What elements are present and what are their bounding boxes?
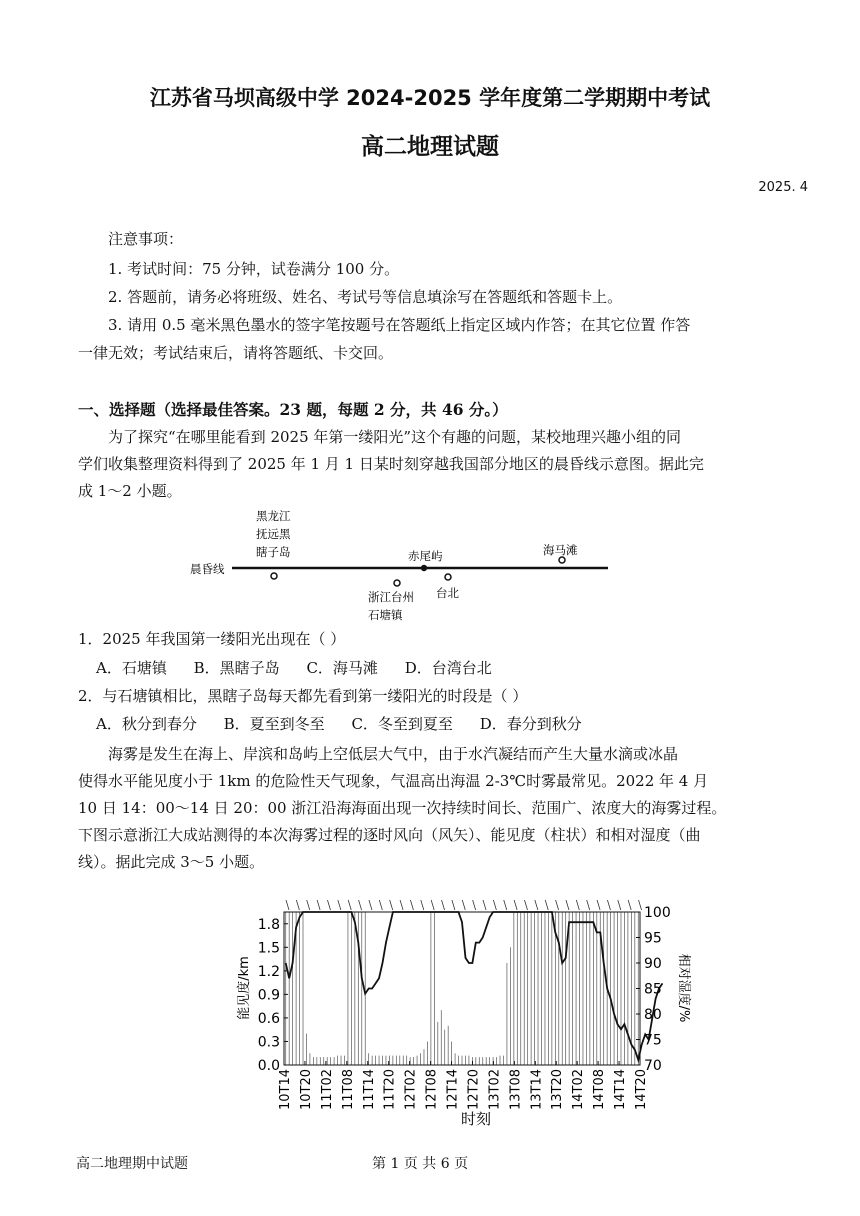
x-tick-label: 11T02: [319, 1069, 335, 1111]
heilongjiang-label-3: 瞎子岛: [256, 545, 291, 559]
y-axis-label: 能见度/km: [237, 956, 252, 1020]
x-tick-label: 13T02: [487, 1069, 503, 1111]
haimatan-label: 海马滩: [543, 543, 578, 557]
question-1-options: [96, 657, 514, 678]
y2-axis-label: 相对湿度/%: [676, 953, 691, 1023]
y-tick-label: 0.0: [257, 1058, 280, 1074]
y-axis-ticks: [258, 917, 288, 1074]
y2-tick-label: 80: [644, 1007, 662, 1023]
wind-arrow: [390, 900, 393, 910]
x-tick-label: 12T14: [445, 1069, 461, 1111]
fog-chart: [228, 892, 698, 1132]
notice-item-3: 3. 请用 0.5 毫米黑色墨水的签字笔按题号在答题纸上指定区域内作答；在其它位置 作答: [108, 316, 691, 334]
x-tick-label: 10T14: [278, 1069, 293, 1111]
chiweiyu-dot: [421, 565, 427, 571]
zhejiang-label-2: 石塘镇: [368, 608, 403, 622]
heilongjiang-label-2: 抚远黑: [256, 527, 291, 541]
notice-item-3-cont: 一律无效；考试结束后，请将答题纸、卡交回。: [78, 344, 394, 362]
exam-title: 江苏省马坝高级中学 2024-2025 学年度第二学期期中考试: [149, 86, 711, 110]
x-tick-label: 10T20: [298, 1069, 314, 1111]
wind-arrow: [556, 900, 559, 910]
shitang-dot: [394, 580, 400, 586]
y2-tick-label: 85: [644, 981, 662, 998]
wind-arrow: [576, 900, 579, 910]
x-tick-label: 14T02: [571, 1069, 587, 1111]
y-tick-label: 0.3: [257, 1034, 280, 1051]
question-2-stem: 2．与石塘镇相比，黑瞎子岛每天都先看到第一缕阳光的时段是（ ）: [78, 687, 528, 705]
wind-arrows: [286, 900, 642, 910]
fog-line-3: 10 日 14：00～14 日 20：00 浙江沿海海面出现一次持续时间长、范围广、浓度大的海雾过程。: [78, 799, 727, 817]
intro-line-2: 学们收集整理资料得到了 2025 年 1 月 1 日某时刻穿越我国部分地区的晨昏线示意图。据此完: [78, 455, 704, 473]
section-heading: 一、选择题（选择最佳答案。23 题，每题 2 分，共 46 分。）: [78, 400, 508, 419]
taibei-label: 台北: [436, 586, 459, 600]
y-tick-label: 1.8: [257, 916, 280, 933]
y2-tick-label: 75: [644, 1032, 662, 1049]
q2-option-c[interactable]: C．冬至到夏至: [351, 715, 453, 733]
wind-arrow: [639, 900, 642, 910]
q1-option-d[interactable]: D．台湾台北: [404, 659, 492, 677]
x-tick-label: 12T20: [466, 1069, 482, 1111]
wind-arrow: [369, 900, 372, 910]
y2-tick-label: 95: [644, 930, 662, 947]
zhejiang-label-1: 浙江台州: [368, 590, 414, 604]
question-2-options: [96, 713, 604, 734]
wind-arrow: [545, 900, 548, 910]
wind-arrow: [607, 900, 610, 910]
wind-arrow: [317, 900, 320, 910]
terminator-diagram: [180, 505, 620, 625]
question-1-stem: 1．2025 年我国第一缕阳光出现在（ ）: [78, 630, 346, 648]
wind-arrow: [587, 900, 590, 910]
wind-arrow: [452, 900, 455, 910]
page-number: 第 1 页 共 6 页: [372, 1156, 469, 1172]
x-tick-label: 13T20: [550, 1069, 566, 1111]
notice-item-2: 2. 答题前，请务必将班级、姓名、考试号等信息填涂写在答题纸和答题卡上。: [108, 288, 623, 306]
q1-option-c[interactable]: C．海马滩: [306, 659, 378, 677]
wind-arrow: [338, 900, 341, 910]
y-tick-label: 1.2: [257, 963, 280, 980]
q2-option-d[interactable]: D．春分到秋分: [479, 715, 582, 733]
wind-arrow: [296, 900, 299, 910]
x-tick-label: 13T14: [529, 1069, 545, 1111]
wind-arrow: [431, 900, 434, 910]
wind-arrow: [473, 900, 476, 910]
x-tick-label: 11T20: [382, 1069, 398, 1111]
fog-line-4: 下图示意浙江大成站测得的本次海雾过程的逐时风向（风矢）、能见度（柱状）和相对湿度（曲: [78, 826, 701, 844]
x-tick-label: 14T08: [592, 1069, 608, 1111]
footer-left: 高二地理期中试题: [76, 1156, 188, 1172]
humidity-curve: [286, 912, 663, 1060]
heixiazi-dot: [271, 573, 277, 579]
wind-arrow: [535, 900, 538, 910]
wind-arrow: [307, 900, 310, 910]
q2-option-b[interactable]: B．夏至到冬至: [223, 715, 325, 733]
terminator-svg: [180, 505, 620, 625]
fog-chart-svg: [228, 892, 698, 1132]
wind-arrow: [483, 900, 486, 910]
fog-line-2: 使得水平能见度小于 1km 的危险性天气现象，气温高出海温 2-3℃时雾最常见。2022 年 4 月: [78, 772, 709, 790]
y-tick-label: 0.6: [257, 1010, 280, 1027]
x-tick-label: 14T14: [613, 1069, 629, 1111]
subject-title: 高二地理试题: [361, 134, 499, 160]
q2-option-a[interactable]: A．秋分到春分: [96, 715, 197, 733]
visibility-bars: [286, 912, 639, 1065]
notice-heading: 注意事项：: [108, 230, 184, 248]
wind-arrow: [524, 900, 527, 910]
heilongjiang-label-1: 黑龙江: [256, 509, 291, 523]
haimatan-dot: [559, 557, 565, 563]
wind-arrow: [421, 900, 424, 910]
y2-tick-label: 100: [644, 905, 671, 921]
wind-arrow: [628, 900, 631, 910]
wind-arrow: [618, 900, 621, 910]
x-tick-label: 12T02: [403, 1069, 419, 1111]
terminator-label: 晨昏线: [190, 562, 225, 576]
x-axis-ticks: [278, 1061, 649, 1110]
wind-arrow: [359, 900, 362, 910]
wind-arrow: [597, 900, 600, 910]
intro-line-1: 为了探究“在哪里能看到 2025 年第一缕阳光”这个有趣的问题，某校地理兴趣小组的同: [108, 428, 682, 446]
chiweiyu-label: 赤尾屿: [408, 549, 443, 563]
exam-date: 2025. 4: [758, 180, 808, 195]
intro-line-3: 成 1～2 小题。: [78, 482, 182, 500]
wind-arrow: [410, 900, 413, 910]
taibei-dot: [445, 574, 451, 580]
wind-arrow: [566, 900, 569, 910]
q1-option-b[interactable]: B．黑瞎子岛: [193, 659, 280, 677]
wind-arrow: [327, 900, 330, 910]
wind-arrow: [379, 900, 382, 910]
fog-line-5: 线）。据此完成 3～5 小题。: [78, 853, 265, 871]
wind-arrow: [504, 900, 507, 910]
y-tick-label: 0.9: [257, 987, 280, 1004]
x-tick-label: 13T08: [508, 1069, 524, 1111]
wind-arrow: [442, 900, 445, 910]
y-tick-label: 1.5: [257, 940, 280, 957]
x-tick-label: 11T14: [361, 1069, 377, 1111]
x-tick-label: 12T08: [424, 1069, 440, 1111]
x-tick-label: 11T08: [340, 1069, 356, 1111]
wind-arrow: [400, 900, 403, 910]
fog-line-1: 海雾是发生在海上、岸滨和岛屿上空低层大气中，由于水汽凝结而产生大量水滴或冰晶: [108, 745, 679, 763]
wind-arrow: [514, 900, 517, 910]
notice-item-1: 1. 考试时间：75 分钟，试卷满分 100 分。: [108, 260, 400, 278]
x-axis-label: 时刻: [460, 1110, 492, 1128]
wind-arrow: [462, 900, 465, 910]
wind-arrow: [493, 900, 496, 910]
wind-arrow: [286, 900, 289, 910]
y2-tick-label: 70: [644, 1058, 662, 1074]
q1-option-a[interactable]: A．石塘镇: [96, 659, 167, 677]
wind-arrow: [348, 900, 351, 910]
x-tick-label: 14T20: [634, 1069, 649, 1111]
y2-tick-label: 90: [644, 956, 662, 972]
